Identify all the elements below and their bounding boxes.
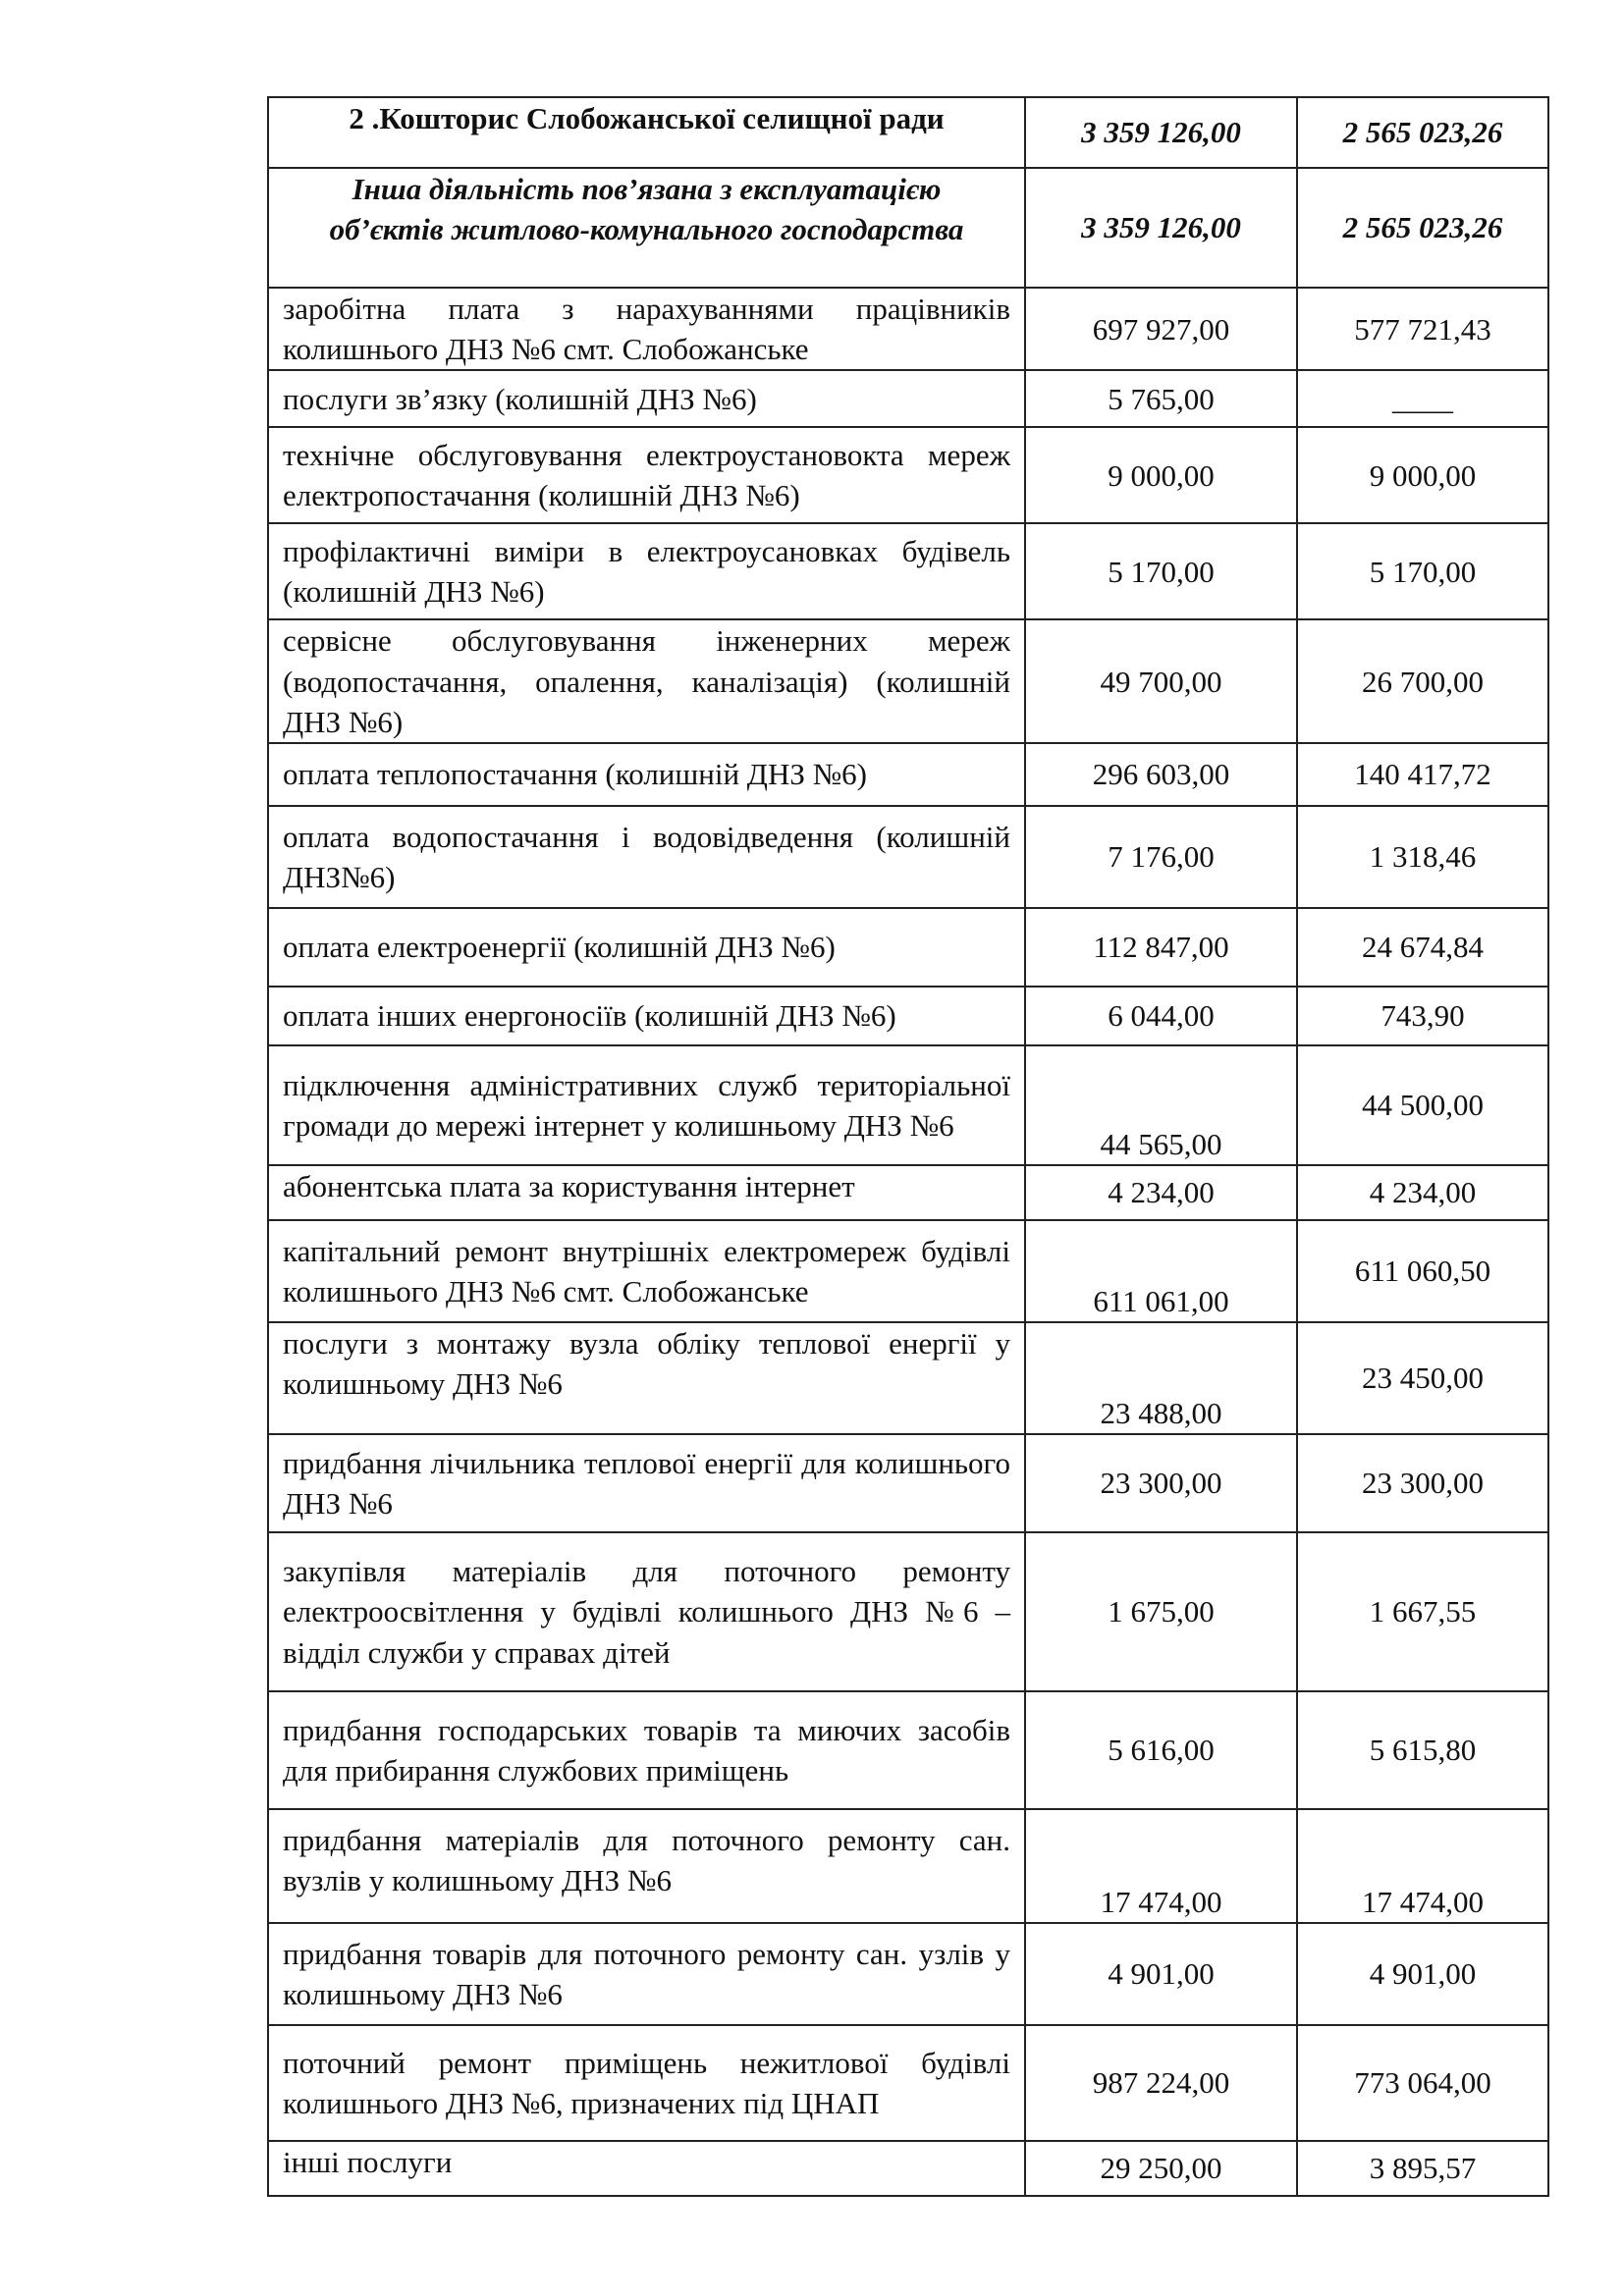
row-plan: 296 603,00 <box>1025 743 1297 806</box>
section-heading-actual: 2 565 023,26 <box>1297 97 1548 168</box>
row-label: заробітна плата з нарахуваннями працівників колишнього ДНЗ №6 смт. Слобожанське <box>268 288 1025 370</box>
row-label: оплата теплопостачання (колишній ДНЗ №6) <box>268 743 1025 806</box>
table-row <box>268 1220 1548 1322</box>
row-plan: 49 700,00 <box>1025 619 1297 743</box>
table-row <box>268 2141 1548 2196</box>
row-actual: 140 417,72 <box>1297 743 1548 806</box>
row-label: оплата водопостачання і водовідведення (колишній ДНЗ№6) <box>268 806 1025 908</box>
table-row <box>268 1809 1548 1923</box>
table-row <box>268 427 1548 523</box>
table-row <box>268 1322 1548 1434</box>
row-plan: 9 000,00 <box>1025 427 1297 523</box>
section-heading-plan: 3 359 126,00 <box>1025 97 1297 168</box>
row-actual: 44 500,00 <box>1297 1045 1548 1165</box>
row-actual: 5 615,80 <box>1297 1691 1548 1809</box>
row-plan: 1 675,00 <box>1025 1532 1297 1691</box>
budget-table <box>267 96 1549 2197</box>
row-label: інші послуги <box>268 2141 1025 2196</box>
subsection-heading-plan: 3 359 126,00 <box>1025 168 1297 288</box>
row-actual: 23 300,00 <box>1297 1434 1548 1532</box>
row-label: абонентська плата за користування інтернет <box>268 1165 1025 1220</box>
row-plan: 5 765,00 <box>1025 370 1297 427</box>
row-actual: 611 060,50 <box>1297 1220 1548 1322</box>
table-row <box>268 743 1548 806</box>
row-label: придбання матеріалів для поточного ремонту сан. вузлів у колишньому ДНЗ №6 <box>268 1809 1025 1923</box>
row-actual: ____ <box>1297 370 1548 427</box>
row-label: придбання товарів для поточного ремонту сан. узлів у колишньому ДНЗ №6 <box>268 1923 1025 2025</box>
row-actual: 743,90 <box>1297 987 1548 1045</box>
row-actual: 9 000,00 <box>1297 427 1548 523</box>
row-label: послуги з монтажу вузла обліку теплової енергії у колишньому ДНЗ №6 <box>268 1322 1025 1434</box>
row-actual: 4 901,00 <box>1297 1923 1548 2025</box>
table-row <box>268 619 1548 743</box>
row-label: придбання лічильника теплової енергії для колишнього ДНЗ №6 <box>268 1434 1025 1532</box>
row-label: технічне обслуговування електроустановокта мереж електропостачання (колишній ДНЗ №6) <box>268 427 1025 523</box>
row-plan: 112 847,00 <box>1025 908 1297 987</box>
row-plan: 6 044,00 <box>1025 987 1297 1045</box>
row-label: сервісне обслуговування інженерних мереж (водопостачання, опалення, каналізація) (колишній ДНЗ №6) <box>268 619 1025 743</box>
row-plan: 23 488,00 <box>1025 1322 1297 1434</box>
section-heading-row <box>268 97 1548 168</box>
row-actual: 5 170,00 <box>1297 523 1548 619</box>
table-row <box>268 1165 1548 1220</box>
table-row <box>268 288 1548 370</box>
row-plan: 29 250,00 <box>1025 2141 1297 2196</box>
subsection-heading-actual: 2 565 023,26 <box>1297 168 1548 288</box>
row-plan: 23 300,00 <box>1025 1434 1297 1532</box>
table-row <box>268 2025 1548 2141</box>
row-plan: 7 176,00 <box>1025 806 1297 908</box>
row-plan: 4 234,00 <box>1025 1165 1297 1220</box>
row-actual: 1 318,46 <box>1297 806 1548 908</box>
row-actual: 577 721,43 <box>1297 288 1548 370</box>
table-row <box>268 806 1548 908</box>
table-row <box>268 1691 1548 1809</box>
row-actual: 1 667,55 <box>1297 1532 1548 1691</box>
row-label: поточний ремонт приміщень нежитлової будівлі колишнього ДНЗ №6, призначених під ЦНАП <box>268 2025 1025 2141</box>
table-row <box>268 1923 1548 2025</box>
row-label: капітальний ремонт внутрішніх електромереж будівлі колишнього ДНЗ №6 смт. Слобожанське <box>268 1220 1025 1322</box>
row-plan: 5 616,00 <box>1025 1691 1297 1809</box>
row-actual: 26 700,00 <box>1297 619 1548 743</box>
table-row <box>268 523 1548 619</box>
table-row <box>268 1045 1548 1165</box>
table-row <box>268 1532 1548 1691</box>
row-actual: 24 674,84 <box>1297 908 1548 987</box>
row-label: закупівля матеріалів для поточного ремонту електроосвітлення у будівлі колишнього ДНЗ №6 – відділ служби у справах дітей <box>268 1532 1025 1691</box>
subsection-heading-label: Інша діяльність пов’язана з експлуатацією об’єктів житлово-комунального господарства <box>268 168 1025 288</box>
subsection-heading-row <box>268 168 1548 288</box>
row-actual: 773 064,00 <box>1297 2025 1548 2141</box>
row-actual: 17 474,00 <box>1297 1809 1548 1923</box>
row-label: послуги зв’язку (колишній ДНЗ №6) <box>268 370 1025 427</box>
row-plan: 611 061,00 <box>1025 1220 1297 1322</box>
table-row <box>268 370 1548 427</box>
row-label: оплата інших енергоносіїв (колишній ДНЗ №6) <box>268 987 1025 1045</box>
row-actual: 3 895,57 <box>1297 2141 1548 2196</box>
row-actual: 4 234,00 <box>1297 1165 1548 1220</box>
row-plan: 4 901,00 <box>1025 1923 1297 2025</box>
section-heading-label: 2 .Кошторис Слобожанської селищної ради <box>268 97 1025 168</box>
row-label: придбання господарських товарів та миючих засобів для прибирання службових приміщень <box>268 1691 1025 1809</box>
row-label: профілактичні виміри в електроусановках будівель (колишній ДНЗ №6) <box>268 523 1025 619</box>
row-actual: 23 450,00 <box>1297 1322 1548 1434</box>
row-plan: 987 224,00 <box>1025 2025 1297 2141</box>
row-label: оплата електроенергії (колишній ДНЗ №6) <box>268 908 1025 987</box>
row-label: підключення адміністративних служб територіальної громади до мережі інтернет у колишньому ДНЗ №6 <box>268 1045 1025 1165</box>
row-plan: 44 565,00 <box>1025 1045 1297 1165</box>
table-row <box>268 908 1548 987</box>
table-row <box>268 987 1548 1045</box>
row-plan: 5 170,00 <box>1025 523 1297 619</box>
table-row <box>268 1434 1548 1532</box>
row-plan: 17 474,00 <box>1025 1809 1297 1923</box>
row-plan: 697 927,00 <box>1025 288 1297 370</box>
